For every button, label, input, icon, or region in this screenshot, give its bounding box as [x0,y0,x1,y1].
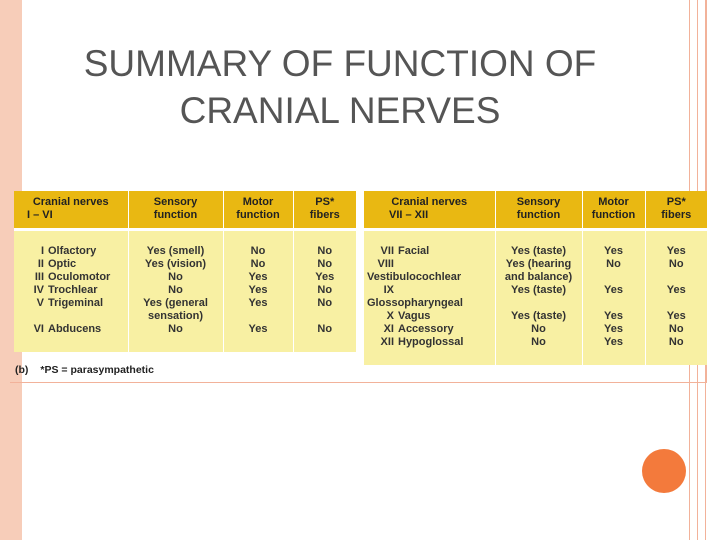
nerve-number: X [386,310,394,322]
nerve-number: IV [33,284,44,296]
motor-cell: No [223,230,293,259]
caption-label: (b) [15,364,29,376]
cranial-nerves-table-left [14,191,356,352]
nerve-number: II [37,258,44,270]
motor-cell: Yes [582,323,645,336]
header-text: PS* [315,196,335,208]
table-row [364,310,707,323]
nerve-cell [364,284,495,310]
table-row [14,230,356,259]
cranial-nerves-table-right [364,191,707,365]
ps-cell: Yes [315,271,335,283]
sensory-cell: No [128,284,223,297]
caption-text: *PS = parasympathetic [40,364,154,376]
nerve-number: III [34,271,44,283]
motor-cell: Yes [582,230,645,259]
table-row [14,258,356,271]
nerve-number: V [36,297,44,309]
header-text: Motor [598,196,629,208]
motor-cell: Yes [582,310,645,323]
nerve-name: Oculomotor [48,271,111,283]
nerve-name: Glossopharyngeal [367,297,463,309]
header-text: Sensory [153,196,198,208]
nerve-cell [364,230,495,259]
ps-cell: No [317,323,333,335]
sensory-cell: Yes (taste) [495,310,582,323]
header-text: PS* [666,196,686,208]
nerve-name: Trochlear [48,284,98,296]
nerve-cell [364,310,495,323]
nerve-name: Vestibulocochlear [367,271,462,283]
table-row [14,284,356,297]
motor-cell: Yes [223,284,293,297]
header-sensory-function [128,191,223,230]
nerve-name: Trigeminal [48,297,104,309]
header-text: VII – XII [389,209,429,221]
nerve-cell [364,258,495,284]
header-text: function [153,209,198,221]
ps-cell: No [668,336,684,348]
nerve-name: Olfactory [48,245,97,257]
ps-cell: Yes [666,245,686,257]
ps-cell: No [317,258,333,270]
nerve-number: IX [383,284,394,296]
header-text: Motor [242,196,274,208]
table-row [364,230,707,259]
motor-cell: No [582,258,645,284]
sensory-cell: Yes (general sensation) [128,297,223,323]
slide-title [30,40,650,134]
table-row [14,271,356,284]
nerve-cell [14,271,128,284]
nerve-number: VI [33,323,44,335]
motor-cell: Yes [582,336,645,365]
nerve-number: XII [380,336,394,348]
ps-cell: Yes [666,310,686,322]
ps-cell: No [668,258,684,270]
header-cranial-nerves [364,191,495,230]
sensory-cell: No [495,336,582,365]
table-row [364,284,707,310]
sensory-cell: Yes (smell) [128,230,223,259]
header-text: function [236,209,280,221]
ps-cell: No [668,323,684,335]
table-row [364,336,707,365]
orange-circle-decoration [642,449,686,493]
nerve-name: Accessory [398,323,454,335]
header-text: I – VI [27,209,53,221]
nerve-name: Hypoglossal [398,336,464,348]
ps-cell: Yes [666,284,686,296]
header-text: Sensory [516,196,561,208]
sensory-cell: No [128,323,223,352]
ps-cell: No [317,297,333,309]
motor-cell: Yes [223,297,293,323]
header-motor-function [223,191,293,230]
header-text: Cranial nerves [32,196,109,208]
table-caption [15,364,154,376]
header-motor-function [582,191,645,230]
motor-cell: No [223,258,293,271]
motor-cell: Yes [582,284,645,310]
header-sensory-function [495,191,582,230]
nerve-number: VIII [377,258,394,270]
header-ps-fibers [293,191,356,230]
header-text: function [516,209,561,221]
nerve-cell [364,323,495,336]
header-text: fibers [661,209,692,221]
nerve-name: Abducens [48,323,102,335]
nerve-cell [14,230,128,259]
nerve-number: VII [380,245,394,257]
header-text: fibers [309,209,340,221]
table-row [14,297,356,323]
ps-cell: No [317,245,333,257]
nerve-name: Vagus [398,310,431,322]
nerve-cell [14,323,128,352]
table-row [14,323,356,352]
sensory-cell: Yes (vision) [128,258,223,271]
nerve-number: XI [383,323,394,335]
nerve-cell [14,297,128,323]
title-line-1: SUMMARY OF FUNCTION OF [83,43,597,84]
ps-cell: No [317,284,333,296]
sensory-cell: No [128,271,223,284]
sensory-cell: Yes (hearing and balance) [495,258,582,284]
nerve-name: Optic [48,258,77,270]
table-row [364,323,707,336]
header-text: Cranial nerves [391,196,468,208]
nerve-cell [14,258,128,271]
table-row [364,258,707,284]
motor-cell: Yes [223,323,293,352]
header-ps-fibers [645,191,707,230]
header-text: function [591,209,636,221]
sensory-cell: Yes (taste) [495,284,582,310]
nerve-cell [14,284,128,297]
header-cranial-nerves [14,191,128,230]
table-header-row [364,191,707,230]
table-header-row [14,191,356,230]
nerve-name: Facial [398,245,430,257]
nerve-cell [364,336,495,365]
sensory-cell: Yes (taste) [495,230,582,259]
nerve-number: I [40,245,44,257]
title-line-2: CRANIAL NERVES [179,90,501,131]
motor-cell: Yes [223,271,293,284]
sensory-cell: No [495,323,582,336]
